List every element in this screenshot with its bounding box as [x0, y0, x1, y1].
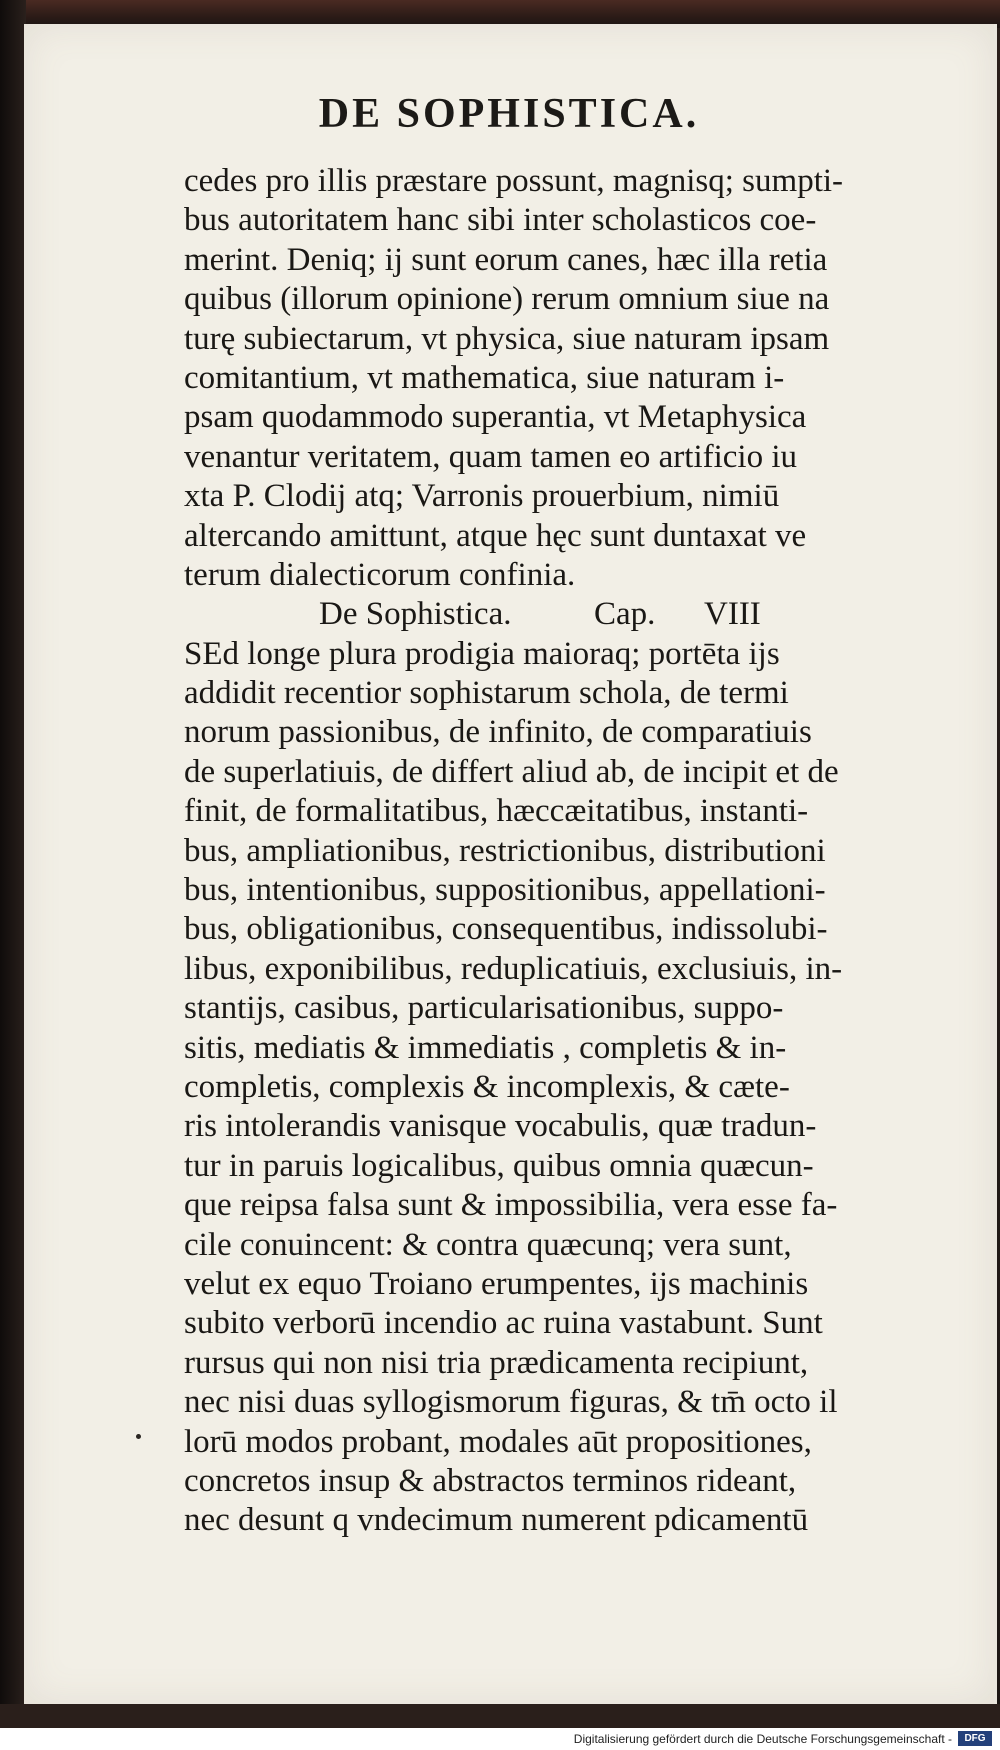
text-line: bus, obligationibus, consequentibus, indissolubi-: [184, 911, 828, 948]
digitization-footer: [0, 1728, 1000, 1750]
body-text: [184, 162, 954, 1541]
text-line: rursus qui non nisi tria prædicamenta recipiunt,: [184, 1344, 809, 1381]
chapter-number: VIII: [704, 596, 761, 633]
text-line: comitantium, vt mathematica, siue naturam i-: [184, 359, 785, 396]
text-line: terum dialecticorum confinia.: [184, 556, 576, 593]
text-line: quibus (illorum opinione) rerum omnium siue na: [184, 281, 830, 318]
text-line: completis, complexis & incomplexis, & cæte-: [184, 1068, 790, 1105]
text-line: venantur veritatem, quam tamen eo artificio iu: [184, 438, 798, 475]
text-line: sitis, mediatis & immediatis , completis & in-: [184, 1029, 787, 1066]
book-bottom-edge: [0, 1704, 1000, 1728]
text-line: bus, ampliationibus, restrictionibus, distributioni: [184, 832, 826, 869]
chapter-label: Cap.: [594, 596, 656, 633]
text-line: nec desunt q vndecimum numerent pdicamentū: [184, 1502, 809, 1539]
text-line: concretos insup & abstractos terminos rideant,: [184, 1462, 797, 1499]
chapter-title: De Sophistica.: [319, 596, 512, 633]
text-line: xta P. Clodij atq; Varronis prouerbium, nimiū: [184, 478, 780, 515]
chapter-heading: [184, 595, 954, 634]
text-line: stantijs, casibus, particularisationibus, suppo-: [184, 990, 784, 1027]
ink-spot: [136, 1434, 141, 1439]
text-line: turę subiectarum, vt physica, siue naturam ipsam: [184, 320, 830, 357]
dfg-logo: DFG: [958, 1731, 992, 1746]
text-line: cedes pro illis præstare possunt, magnisq; sumpti-: [184, 163, 844, 199]
text-line: ris intolerandis vanisque vocabulis, quæ tradun-: [184, 1108, 817, 1145]
paper-page: [24, 24, 997, 1704]
text-line: bus, intentionibus, suppositionibus, appellationi-: [184, 872, 826, 909]
text-line: psam quodammodo superantia, vt Metaphysica: [184, 399, 807, 436]
text-line: altercando amittunt, atque hęc sunt duntaxat ve: [184, 517, 807, 554]
text-line: bus autoritatem hanc sibi inter scholasticos coe-: [184, 202, 817, 239]
text-line: lorū modos probant, modales aūt propositiones,: [184, 1423, 812, 1460]
book-spine-edge: [0, 0, 26, 1750]
text-line: de superlatiuis, de differt aliud ab, de incipit et de: [184, 753, 839, 790]
text-line: velut ex equo Troiano erumpentes, ijs machinis: [184, 1265, 809, 1302]
text-line: subito verborū incendio ac ruina vastabunt. Sunt: [184, 1305, 823, 1342]
text-line: nec nisi duas syllogismorum figuras, & tm̄ octo il: [184, 1384, 838, 1421]
funding-credit: Digitalisierung gefördert durch die Deutsche Forschungsgemeinschaft -: [573, 1732, 952, 1746]
text-line: finit, de formalitatibus, hæccæitatibus, instanti-: [184, 793, 809, 830]
text-line: cile conuincent: & contra quæcunq; vera sunt,: [184, 1226, 792, 1263]
text-line: norum passionibus, de infinito, de comparatiuis: [184, 714, 812, 751]
text-line: tur in paruis logicalibus, quibus omnia quæcun-: [184, 1147, 814, 1184]
running-head: DE SOPHISTICA.: [318, 91, 700, 137]
text-line: que reipsa falsa sunt & impossibilia, vera esse fa-: [184, 1187, 838, 1224]
text-line: SEd longe plura prodigia maioraq; portēta ijs: [184, 635, 780, 672]
text-line: libus, exponibilibus, reduplicatiuis, exclusiuis, in-: [184, 950, 843, 987]
text-line: addidit recentior sophistarum schola, de termi: [184, 675, 789, 712]
text-line: merint. Deniq; ij sunt eorum canes, hæc illa retia: [184, 241, 828, 278]
